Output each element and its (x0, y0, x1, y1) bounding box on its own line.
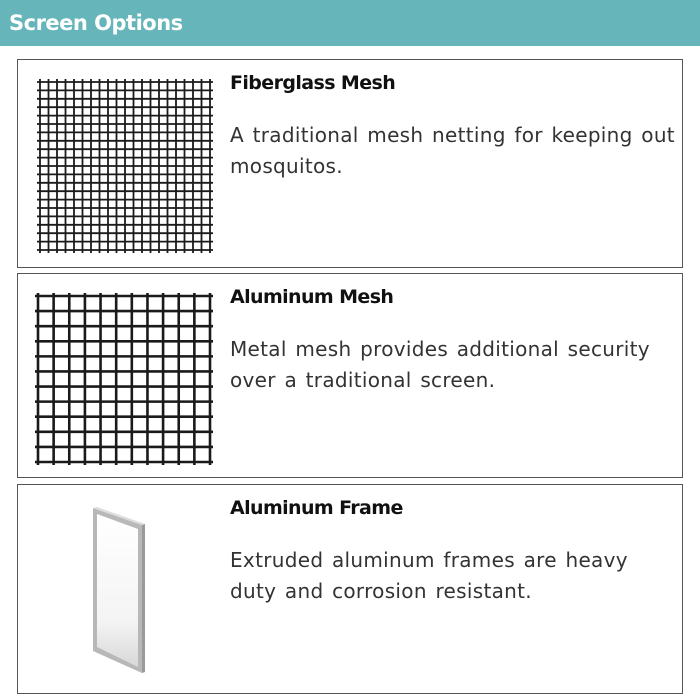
option-title: Aluminum Frame (230, 497, 403, 519)
option-description: A traditional mesh netting for keeping out mosquitos. (230, 123, 675, 178)
fiberglass-mesh-icon (32, 74, 217, 259)
option-card-fiberglass-mesh (17, 59, 683, 268)
option-title: Aluminum Mesh (230, 286, 394, 308)
option-description: Extruded aluminum frames are heavy duty and corrosion resistant. (230, 548, 628, 603)
option-card-aluminum-frame (17, 484, 683, 694)
page-header (0, 0, 700, 46)
page-title: Screen Options (9, 11, 183, 35)
aluminum-frame-icon (32, 503, 217, 688)
option-card-aluminum-mesh (17, 273, 683, 478)
option-title: Fiberglass Mesh (230, 72, 396, 94)
option-description: Metal mesh provides additional security over a traditional screen. (230, 337, 650, 392)
aluminum-mesh-icon (32, 290, 217, 475)
